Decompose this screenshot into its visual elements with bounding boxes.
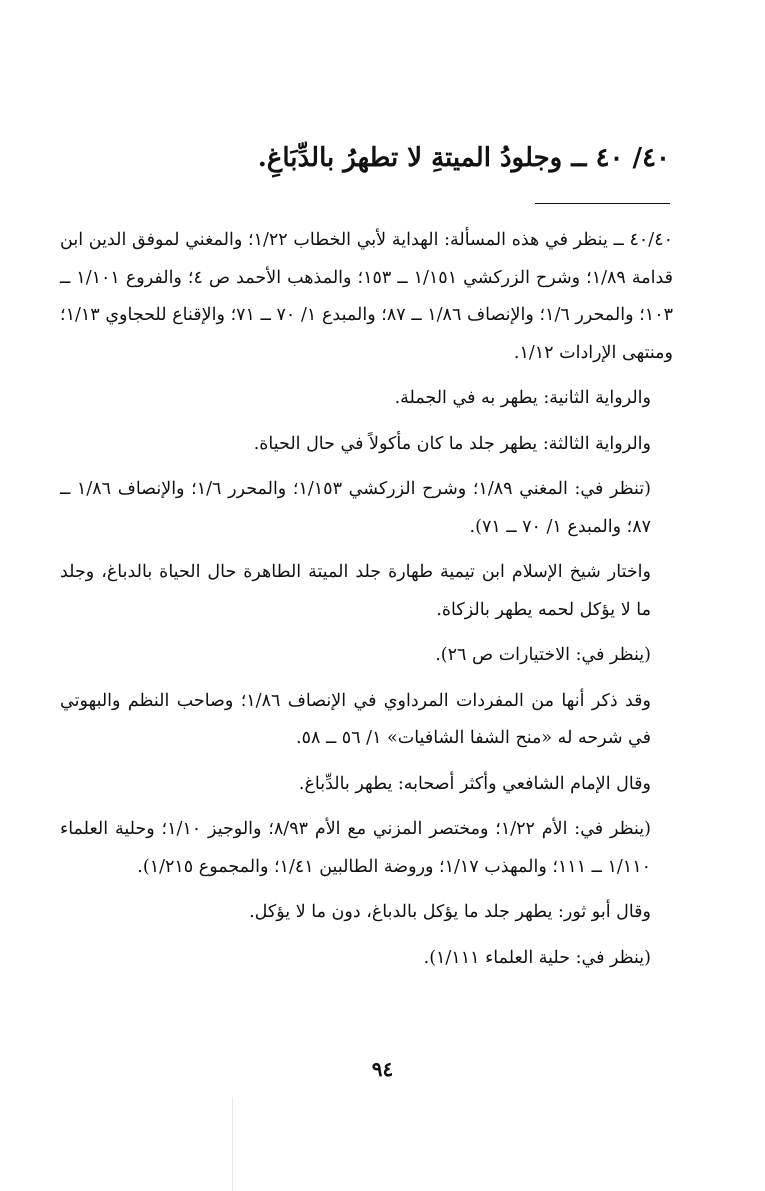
shafii-reference: (ينظر في: الأم ١/٢٢؛ ومختصر المزني مع الأم ٨/٩٣؛ والوجيز ١/١٠؛ وحلية العلماء ١/١١٠ ــ ١١١؛ والمهذب ١/١٧؛ وروضة الطالبين ١/٤١؛ والمجموع ١/٢١٥). [60, 819, 651, 877]
third-narration: والرواية الثالثة: يطهر جلد ما كان مأكولاً في حال الحياة. [253, 433, 651, 454]
mufradat-note: وقد ذكر أنها من المفردات المرداوي في الإنصاف ١/٨٦؛ وصاحب النظم والبهوتي في شرحه له «منح الشفا الشافيات» ١/ ٥٦ ــ ٥٨. [60, 690, 651, 748]
footnote-separator [535, 203, 670, 204]
binding-shadow [232, 1097, 233, 1191]
second-narration: والرواية الثانية: يطهر به في الجملة. [394, 388, 651, 408]
third-narration-reference: (تنظر في: المغني ١/٨٩؛ وشرح الزركشي ١/١٥٣؛ والمحرر ١/٦؛ والإنصاف ١/٨٦ ــ ٨٧؛ والمبدع ١/ ٧٠ ــ ٧١). [60, 479, 651, 537]
page-number: ٩٤ [371, 1057, 394, 1081]
ibn-taymiyya-reference: (ينظر في: الاختيارات ص ٢٦). [435, 645, 651, 665]
footnote-intro: ٤٠/٤٠ ــ ينظر في هذه المسألة: الهداية لأبي الخطاب ١/٢٢؛ والمغني لموفق الدين ابن قدامة ١/٨٩؛ وشرح الزركشي ١/١٥١ ــ ١٥٣؛ والمذهب الأحمد ص ٤؛ والفروع ١/١٠١ ــ ١٠٣؛ والمحرر ١/٦؛ والإنصاف ١/٨٦ ــ ٨٧؛ والمبدع ١/ ٧٠ ــ ٧١؛ والإقناع للحجاوي ١/١٣؛ ومنتهى الإرادات ١/١٢. [60, 230, 674, 363]
ibn-taymiyya-choice: واختار شيخ الإسلام ابن تيمية طهارة جلد الميتة الطاهرة حال الحياة بالدباغ، وجلد ما لا يؤكل لحمه يطهر بالزكاة. [60, 562, 651, 620]
abu-thawr-reference: (ينظر في: حلية العلماء ١/١١١). [423, 947, 651, 968]
abu-thawr-opinion: وقال أبو ثور: يطهر جلد ما يؤكل بالدباغ، دون ما لا يؤكل. [249, 902, 651, 922]
section-heading: ٤٠/ ٤٠ ــ وجلودُ الميتةِ لا تطهرُ بالدِّبَاغِ. [257, 143, 670, 173]
footnote-body [60, 222, 673, 985]
shafii-opinion: وقال الإمام الشافعي وأكثر أصحابه: يطهر بالدِّباغ. [298, 773, 651, 794]
